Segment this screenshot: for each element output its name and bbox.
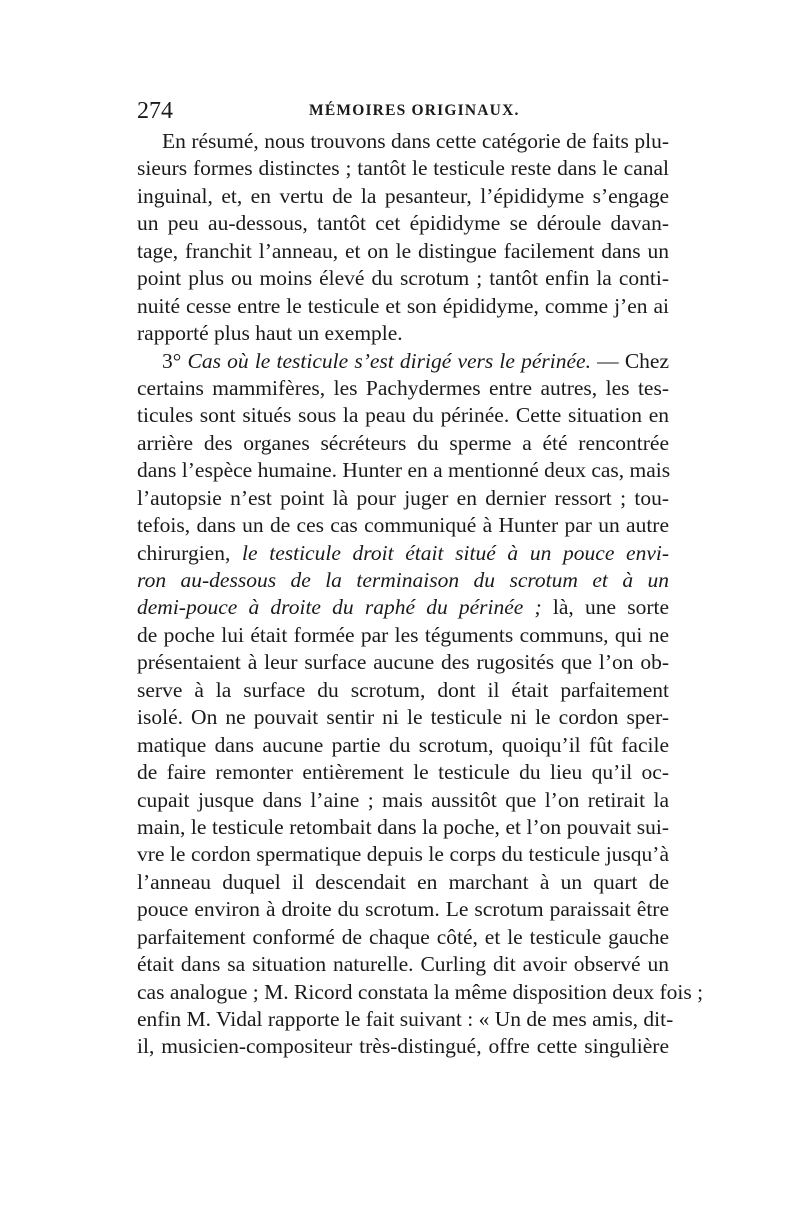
text-line: isolé. On ne pouvait sentir ni le testicule ni le cordon sper-: [137, 705, 669, 730]
text-line: un peu au-dessous, tantôt cet épididyme se déroule davan-: [137, 211, 669, 236]
text-line: rapporté plus haut un exemple.: [137, 321, 403, 346]
text-line: ticules sont situés sous la peau du périnée. Cette situation en: [137, 403, 669, 428]
text-run: là, une sorte: [541, 595, 669, 620]
text-line: l’autopsie n’est point là pour juger en dernier ressort ; tou-: [137, 485, 669, 510]
text-line: serve à la surface du scrotum, dont il était parfaitement: [137, 677, 669, 702]
text-line: dans l’espèce humaine. Hunter en a mentionné deux cas, mais: [137, 458, 671, 483]
page-header: [137, 96, 669, 126]
text-line-mixed: [137, 594, 669, 621]
section-heading: Cas où le testicule s’est dirigé vers le périnée.: [187, 348, 591, 373]
italic-quote: le testicule droit était situé à un pouce envi-: [242, 540, 670, 565]
italic-quote: demi-pouce à droite du raphé du périnée ;: [137, 595, 542, 620]
text-line: il, musicien-compositeur très-distingué, offre cette singulière: [137, 1034, 669, 1059]
text-line: arrière des organes sécréteurs du sperme a été rencontrée: [137, 430, 669, 455]
text-line: cupait jusque dans l’aine ; mais aussitôt que l’on retirait la: [137, 787, 669, 812]
running-title: MÉMOIRES ORIGINAUX.: [309, 102, 520, 119]
body-text: [137, 128, 704, 1061]
text-line: tefois, dans un de ces cas communiqué à Hunter par un autre: [137, 513, 669, 538]
text-line-mixed: [137, 540, 669, 567]
section-number: 3°: [162, 348, 182, 373]
text-line: était dans sa situation naturelle. Curling dit avoir observé un: [137, 952, 669, 977]
text-line: inguinal, et, en vertu de la pesanteur, l’épididyme s’engage: [137, 183, 669, 208]
text-line: point plus ou moins élevé du scrotum ; tantôt enfin la conti-: [137, 266, 669, 291]
text-line: tage, franchit l’anneau, et on le distingue facilement dans un: [137, 238, 669, 263]
page-number: 274: [137, 98, 173, 124]
text-line: certains mammifères, les Pachydermes entre autres, les tes-: [137, 375, 669, 400]
text-line: présentaient à leur surface aucune des rugosités que l’on ob-: [137, 650, 669, 675]
text-run: chirurgien,: [137, 540, 243, 565]
text-line: enfin M. Vidal rapporte le fait suivant : « Un de mes amis, dit-: [137, 1007, 674, 1031]
text-line: cas analogue ; M. Ricord constata la même disposition deux fois ;: [137, 979, 704, 1004]
section-heading-line: [137, 348, 669, 375]
text-line: matique dans aucune partie du scrotum, quoiqu’il fût facile: [137, 732, 669, 757]
text-line: sieurs formes distinctes ; tantôt le testicule reste dans le canal: [137, 156, 669, 181]
text-line: de poche lui était formée par les téguments communs, qui ne: [137, 622, 669, 647]
text-line: En résumé, nous trouvons dans cette catégorie de faits plu-: [162, 129, 669, 153]
text-line: vre le cordon spermatique depuis le corps du testicule jusqu’à: [137, 842, 669, 867]
text-line: de faire remonter entièrement le testicule du lieu qu’il oc-: [137, 760, 669, 785]
text-line: l’anneau duquel il descendait en marchant à un quart de: [137, 869, 669, 894]
text-line: nuité cesse entre le testicule et son épididyme, comme j’en ai: [137, 293, 669, 318]
text-line: main, le testicule retombait dans la poche, et l’on pouvait sui-: [137, 814, 669, 839]
text-line: pouce environ à droite du scrotum. Le scrotum paraissait être: [137, 897, 669, 922]
text-line: parfaitement conformé de chaque côté, et le testicule gauche: [137, 924, 669, 949]
section-heading-tail: — Chez: [590, 348, 669, 373]
italic-quote-line: ron au-dessous de la terminaison du scrotum et à un: [137, 568, 669, 592]
